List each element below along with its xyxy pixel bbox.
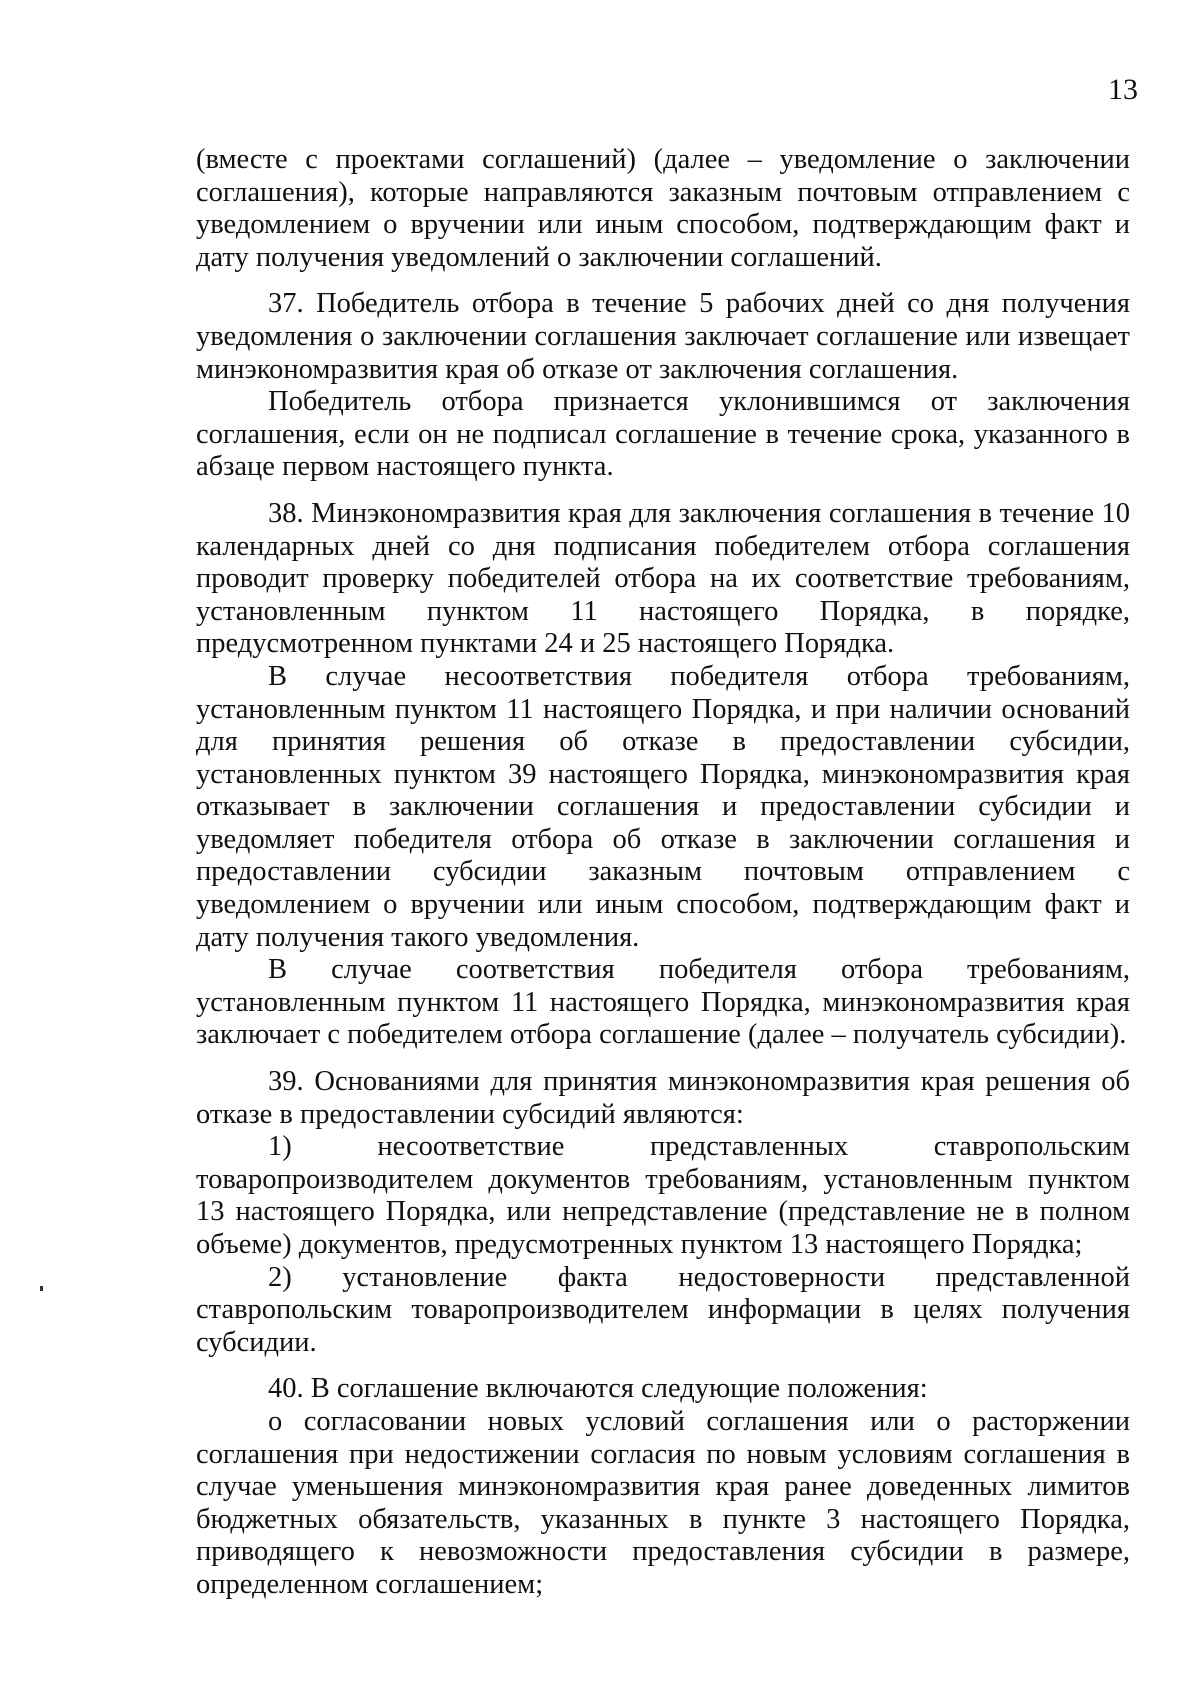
paragraph-37: 37. Победитель отбора в течение 5 рабочих дней со дня получения уведомления о заключении соглашения заключает соглашение или извещает минэкономразвития края об отказе от заключения соглашения. (196, 288, 1130, 385)
paragraph-39-item-2: 2) установление факта недостоверности представленной ставропольским товаропроизводителем информации в целях получения субсидии. (196, 1261, 1130, 1358)
paragraph-37-evasion: Победитель отбора признается уклонившимся от заключения соглашения, если он не подписал соглашение в течение срока, указанного в абзаце первом настоящего пункта. (196, 386, 1130, 483)
paragraph-40-provision: о согласовании новых условий соглашения или о расторжении соглашения при недостижении согласия по новым условиям соглашения в случае уменьшения минэкономразвития края ранее доведенных лимитов бюджетных обязательств, указанных в пункте 3 настоящего Порядка, приводящего к невозможности предоставления субсидии в размере, определенном соглашением; (196, 1405, 1130, 1600)
paragraph-39: 39. Основаниями для принятия минэкономразвития края решения об отказе в предоставлении субсидий являются: (196, 1066, 1130, 1130)
paragraph-continuation: (вместе с проектами соглашений) (далее – уведомление о заключении соглашения), которые направляются заказным почтовым отправлением с уведомлением о вручении или иным способом, подтверждающим факт и дату получения уведомлений о заключении соглашений. (196, 144, 1130, 273)
paragraph-38-noncompliance: В случае несоответствия победителя отбора требованиям, установленным пунктом 11 настоящего Порядка, и при наличии оснований для принятия решения об отказе в предоставлении субсидии, установленных пунктом 39 настоящего Порядка, минэкономразвития края отказывает в заключении соглашения и предоставлении субсидии и уведомляет победителя отбора об отказе в заключении соглашения и предоставлении субсидии заказным почтовым отправлением с уведомлением о вручении или иным способом, подтверждающим факт и дату получения такого уведомления. (196, 660, 1130, 953)
page-number: 13 (1108, 73, 1138, 106)
document-body (196, 144, 1130, 1602)
scan-speck (40, 1286, 43, 1291)
paragraph-39-item-1: 1) несоответствие представленных ставропольским товаропроизводителем документов требованиям, установленным пунктом 13 настоящего Порядка, или непредставление (представление не в полном объеме) документов, предусмотренных пунктом 13 настоящего Порядка; (196, 1131, 1130, 1260)
paragraph-38: 38. Минэкономразвития края для заключения соглашения в течение 10 календарных дней со дня подписания победителем отбора соглашения проводит проверку победителей отбора на их соответствие требованиям, установленным пунктом 11 настоящего Порядка, в порядке, предусмотренном пунктами 24 и 25 настоящего Порядка. (196, 497, 1130, 660)
paragraph-40: 40. В соглашение включаются следующие положения: (268, 1373, 928, 1405)
paragraph-38-compliance: В случае соответствия победителя отбора требованиям, установленным пунктом 11 настоящего Порядка, минэкономразвития края заключает с победителем отбора соглашение (далее – получатель субсидии). (196, 954, 1130, 1051)
